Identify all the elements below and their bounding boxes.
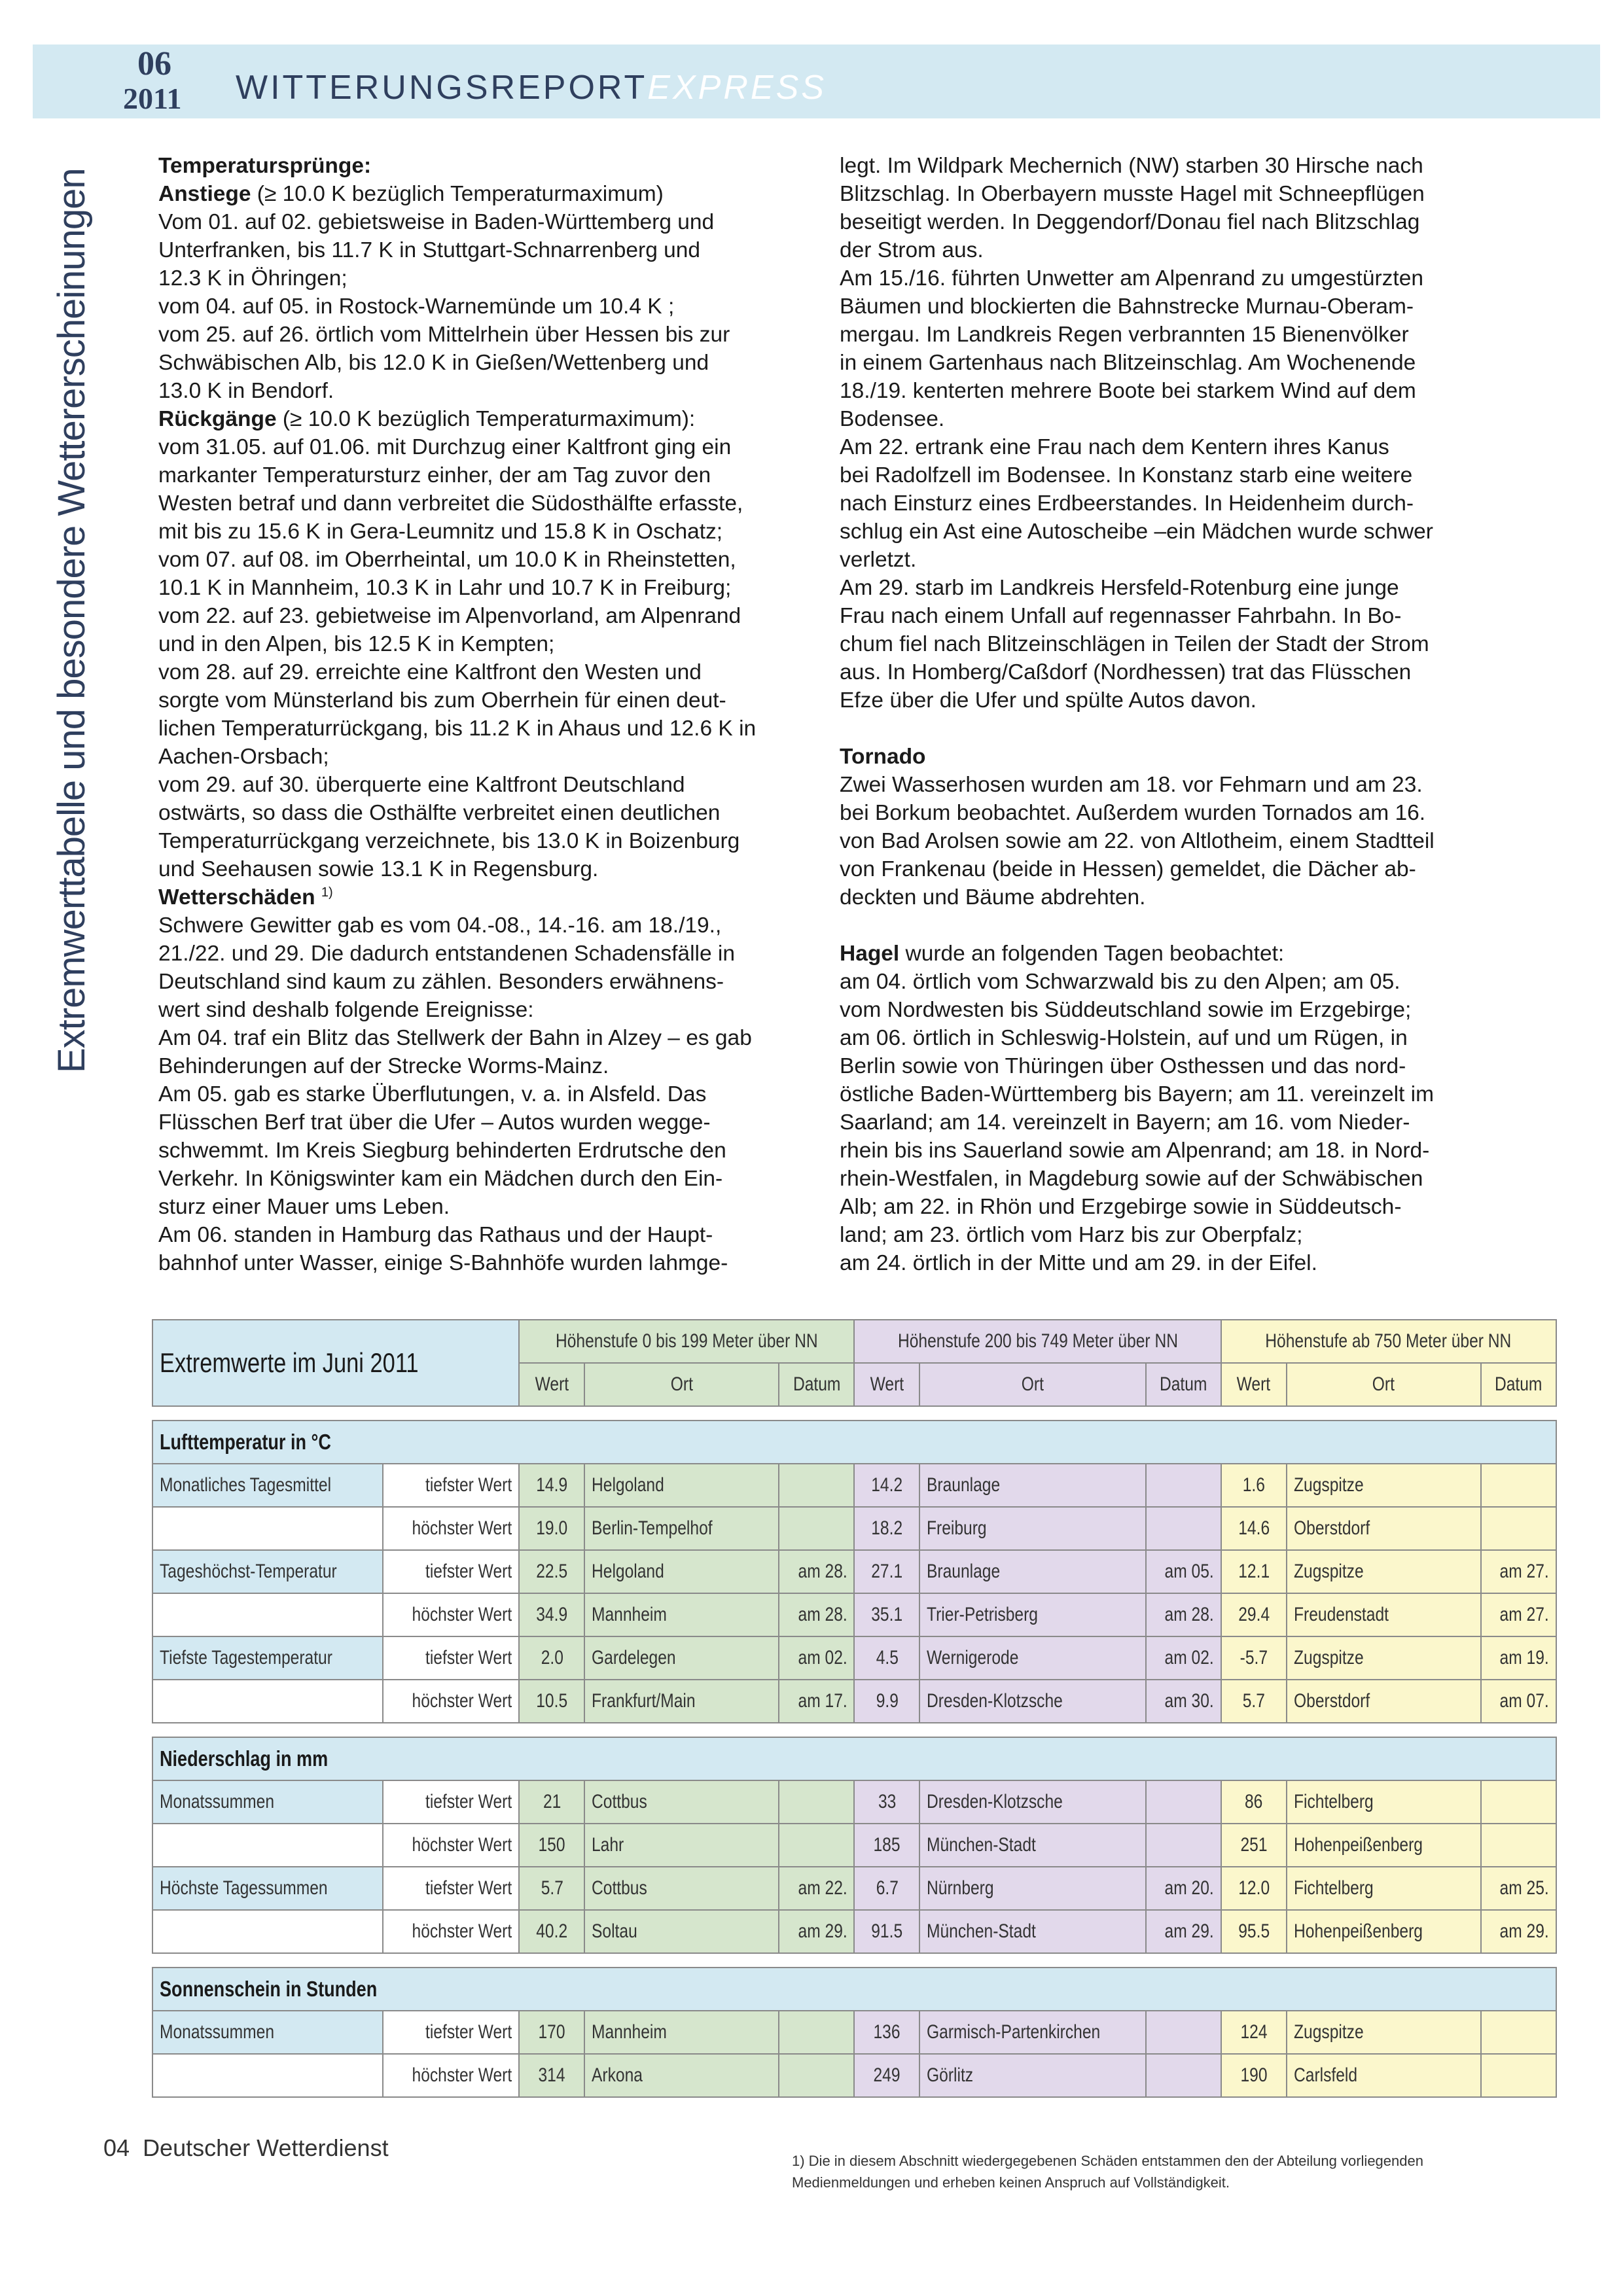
text-line: Aachen-Orsbach; bbox=[158, 745, 329, 769]
report-title-main: WITTERUNGSREPORT bbox=[236, 69, 648, 107]
location-cell: Görlitz bbox=[919, 2054, 1145, 2097]
date-cell bbox=[1146, 1507, 1221, 1550]
value-cell: 19.0 bbox=[519, 1507, 584, 1550]
text-line: verletzt. bbox=[840, 548, 917, 572]
date-cell bbox=[779, 2054, 854, 2097]
text-line: Behinderungen auf der Strecke Worms-Mainz. bbox=[158, 1054, 609, 1078]
value-cell: 249 bbox=[854, 2054, 919, 2097]
text-line: vom 22. auf 23. gebietweise im Alpenvorland, am Alpenrand bbox=[158, 604, 741, 628]
text-line: vom 28. auf 29. erreichte eine Kaltfront den Westen und bbox=[158, 660, 702, 684]
value-type-cell: tiefster Wert bbox=[383, 1550, 519, 1593]
location-cell: Helgoland bbox=[584, 1550, 779, 1593]
text-line: Berlin sowie von Thüringen über Osthessen und das nord- bbox=[840, 1054, 1406, 1078]
table-row bbox=[152, 1593, 1556, 1636]
value-cell: 14.2 bbox=[854, 1464, 919, 1507]
subheader-wert: Wert bbox=[519, 1363, 584, 1406]
date-cell: am 27. bbox=[1481, 1593, 1556, 1636]
parameter-cell bbox=[152, 1910, 383, 1953]
value-cell: 12.0 bbox=[1221, 1867, 1287, 1910]
text-line: Unterfranken, bis 11.7 K in Stuttgart-Schnarrenberg und bbox=[158, 238, 701, 262]
location-cell: Mannheim bbox=[584, 1593, 779, 1636]
location-cell: Hohenpeißenberg bbox=[1287, 1910, 1481, 1953]
text-line: Am 22. ertrank eine Frau nach dem Kentern ihres Kanus bbox=[840, 435, 1389, 459]
publisher: Deutscher Wetterdienst bbox=[143, 2134, 389, 2161]
text-line: beseitigt werden. In Deggendorf/Donau fiel nach Blitzschlag bbox=[840, 210, 1420, 234]
text-line: land; am 23. örtlich vom Harz bis zur Oberpfalz; bbox=[840, 1223, 1303, 1247]
text-line: der Strom aus. bbox=[840, 238, 984, 262]
text-line: Westen betraf und dann verbreitet die Südosthälfte erfasste, bbox=[158, 491, 743, 516]
section-header-row bbox=[152, 1968, 1556, 2011]
text-line: Saarland; am 14. vereinzelt in Bayern; am 16. vom Nieder- bbox=[840, 1110, 1410, 1135]
text-line: Am 29. starb im Landkreis Hersfeld-Rotenburg eine junge bbox=[840, 576, 1399, 600]
value-cell: 124 bbox=[1221, 2011, 1287, 2054]
location-cell: Freudenstadt bbox=[1287, 1593, 1481, 1636]
table-row bbox=[152, 1550, 1556, 1593]
value-cell: 5.7 bbox=[1221, 1680, 1287, 1723]
date-cell bbox=[1146, 1780, 1221, 1824]
table-row bbox=[152, 1867, 1556, 1910]
section-gap-cell bbox=[152, 1406, 1556, 1421]
date-cell bbox=[1146, 1824, 1221, 1867]
text-line: sorgte vom Münsterland bis zum Oberrhein für einen deut- bbox=[158, 688, 726, 713]
text-line: Blitzschlag. In Oberbayern musste Hagel mit Schneepflügen bbox=[840, 182, 1425, 206]
issue-year: 2011 bbox=[123, 82, 182, 115]
date-cell: am 25. bbox=[1481, 1867, 1556, 1910]
section-gap bbox=[152, 1723, 1556, 1737]
subheader-ort: Ort bbox=[919, 1363, 1145, 1406]
date-cell bbox=[779, 2011, 854, 2054]
section-title: Lufttemperatur in °C bbox=[152, 1421, 1556, 1464]
location-cell: Lahr bbox=[584, 1824, 779, 1867]
text-line: aus. In Homberg/Caßdorf (Nordhessen) trat das Flüsschen bbox=[840, 660, 1412, 684]
value-cell: 14.9 bbox=[519, 1464, 584, 1507]
value-type-cell: höchster Wert bbox=[383, 2054, 519, 2097]
location-cell: Helgoland bbox=[584, 1464, 779, 1507]
page-footer bbox=[103, 2134, 389, 2162]
blank-line bbox=[840, 911, 1494, 940]
parameter-cell: Monatssummen bbox=[152, 2011, 383, 2054]
table-title: Extremwerte im Juni 2011 bbox=[152, 1320, 519, 1406]
text-line: 12.3 K in Öhringen; bbox=[158, 266, 348, 291]
text-line: mergau. Im Landkreis Regen verbrannten 15 Bienenvölker bbox=[840, 323, 1409, 347]
date-cell: am 30. bbox=[1146, 1680, 1221, 1723]
side-title: Extremwerttabelle und besondere Wettererscheinungen bbox=[50, 168, 93, 1073]
heading-wetterschaeden: Wetterschäden $^{1)}$ bbox=[158, 885, 333, 910]
text-line: bei Borkum beobachtet. Außerdem wurden Tornados am 16. bbox=[840, 801, 1426, 825]
location-cell: Braunlage bbox=[919, 1464, 1145, 1507]
text-line: 21./22. und 29. Die dadurch entstandenen Schadensfälle in bbox=[158, 942, 735, 966]
subheader-ort: Ort bbox=[1287, 1363, 1481, 1406]
date-cell: am 28. bbox=[779, 1593, 854, 1636]
parameter-cell bbox=[152, 1593, 383, 1636]
date-cell: am 07. bbox=[1481, 1680, 1556, 1723]
text-line: chum fiel nach Blitzeinschlägen in Teilen der Stadt der Strom bbox=[840, 632, 1429, 656]
text-line: Schwäbischen Alb, bis 12.0 K in Gießen/Wettenberg und bbox=[158, 351, 709, 375]
location-cell: Garmisch-Partenkirchen bbox=[919, 2011, 1145, 2054]
text-line: Alb; am 22. in Rhön und Erzgebirge sowie in Süddeutsch- bbox=[840, 1195, 1402, 1219]
date-cell bbox=[779, 1824, 854, 1867]
text-line: bei Radolfzell im Bodensee. In Konstanz starb eine weitere bbox=[840, 463, 1413, 487]
text-line: vom 07. auf 08. im Oberrheintal, um 10.0 K in Rheinstetten, bbox=[158, 548, 736, 572]
value-cell: 22.5 bbox=[519, 1550, 584, 1593]
text-line: am 06. örtlich in Schleswig-Holstein, auf und um Rügen, in bbox=[840, 1026, 1408, 1050]
value-type-cell: höchster Wert bbox=[383, 1910, 519, 1953]
blank-line bbox=[840, 715, 1494, 743]
date-cell: am 02. bbox=[1146, 1636, 1221, 1680]
text-line: Vom 01. auf 02. gebietsweise in Baden-Württemberg und bbox=[158, 210, 715, 234]
text-line: in einem Gartenhaus nach Blitzeinschlag. Am Wochenende bbox=[840, 351, 1416, 375]
value-type-cell: tiefster Wert bbox=[383, 1464, 519, 1507]
heading-tornado: Tornado bbox=[840, 745, 926, 769]
date-cell: am 29. bbox=[779, 1910, 854, 1953]
text-line: vom 29. auf 30. überquerte eine Kaltfront Deutschland bbox=[158, 773, 685, 797]
value-cell: 91.5 bbox=[854, 1910, 919, 1953]
date-cell: am 20. bbox=[1146, 1867, 1221, 1910]
location-cell: Berlin-Tempelhof bbox=[584, 1507, 779, 1550]
value-cell: 34.9 bbox=[519, 1593, 584, 1636]
date-cell bbox=[1481, 2054, 1556, 2097]
text-line: vom Nordwesten bis Süddeutschland sowie im Erzgebirge; bbox=[840, 998, 1412, 1022]
location-cell: Wernigerode bbox=[919, 1636, 1145, 1680]
value-type-cell: tiefster Wert bbox=[383, 1867, 519, 1910]
text-line: ostwärts, so dass die Osthälfte verbreitet einen deutlichen bbox=[158, 801, 721, 825]
text-line: schwemmt. Im Kreis Siegburg behinderten Erdrutsche den bbox=[158, 1139, 726, 1163]
parameter-cell: Monatssummen bbox=[152, 1780, 383, 1824]
date-cell bbox=[779, 1507, 854, 1550]
value-cell: 190 bbox=[1221, 2054, 1287, 2097]
location-cell: Arkona bbox=[584, 2054, 779, 2097]
location-cell: Zugspitze bbox=[1287, 1550, 1481, 1593]
text-line: deckten und Bäume abdrehten. bbox=[840, 885, 1146, 910]
text-line: 13.0 K in Bendorf. bbox=[158, 379, 334, 403]
date-cell bbox=[1481, 1824, 1556, 1867]
subheader-ort: Ort bbox=[584, 1363, 779, 1406]
location-cell: Fichtelberg bbox=[1287, 1780, 1481, 1824]
value-cell: 6.7 bbox=[854, 1867, 919, 1910]
text-line: von Bad Arolsen sowie am 22. von Altlotheim, einem Stadtteil bbox=[840, 829, 1435, 853]
value-cell: 95.5 bbox=[1221, 1910, 1287, 1953]
report-title-express: EXPRESS bbox=[647, 69, 827, 107]
date-cell bbox=[1146, 1464, 1221, 1507]
text-line: vom 04. auf 05. in Rostock-Warnemünde um 10.4 K ; bbox=[158, 294, 675, 319]
parameter-cell: Monatliches Tagesmittel bbox=[152, 1464, 383, 1507]
section-header-row bbox=[152, 1737, 1556, 1780]
location-cell: Freiburg bbox=[919, 1507, 1145, 1550]
date-cell bbox=[779, 1780, 854, 1824]
date-cell: am 02. bbox=[779, 1636, 854, 1680]
value-type-cell: tiefster Wert bbox=[383, 2011, 519, 2054]
text-line: bahnhof unter Wasser, einige S-Bahnhöfe wurden lahmge- bbox=[158, 1251, 728, 1275]
location-cell: Frankfurt/Main bbox=[584, 1680, 779, 1723]
table-row bbox=[152, 1824, 1556, 1867]
value-cell: 14.6 bbox=[1221, 1507, 1287, 1550]
text-line: Verkehr. In Königswinter kam ein Mädchen durch den Ein- bbox=[158, 1167, 723, 1191]
value-cell: 314 bbox=[519, 2054, 584, 2097]
parameter-cell: Tiefste Tagestemperatur bbox=[152, 1636, 383, 1680]
issue-number: 06 bbox=[137, 45, 171, 82]
text-line: Frau nach einem Unfall auf regennasser Fahrbahn. In Bo- bbox=[840, 604, 1402, 628]
date-cell: am 17. bbox=[779, 1680, 854, 1723]
text-line: Deutschland sind kaum zu zählen. Besonders erwähnens- bbox=[158, 970, 724, 994]
text-line: am 04. örtlich vom Schwarzwald bis zu den Alpen; am 05. bbox=[840, 970, 1400, 994]
subheader-datum: Datum bbox=[1146, 1363, 1221, 1406]
text-line: Bodensee. bbox=[840, 407, 945, 431]
text-line: Temperaturrückgang verzeichnete, bis 13.0 K in Boizenburg bbox=[158, 829, 740, 853]
footnote-marker: 1) bbox=[321, 885, 333, 900]
value-cell: 2.0 bbox=[519, 1636, 584, 1680]
text-line: Am 15./16. führten Unwetter am Alpenrand zu umgestürzten bbox=[840, 266, 1423, 291]
report-title bbox=[236, 71, 827, 105]
value-cell: 185 bbox=[854, 1824, 919, 1867]
table-row bbox=[152, 1464, 1556, 1507]
date-cell bbox=[1481, 1464, 1556, 1507]
location-cell: Oberstdorf bbox=[1287, 1507, 1481, 1550]
text-line: nach Einsturz eines Erdbeerstandes. In Heidenheim durch- bbox=[840, 491, 1414, 516]
heading-temperatursprunge: Temperatursprünge: bbox=[158, 154, 372, 178]
table-row bbox=[152, 2011, 1556, 2054]
table-row bbox=[152, 1780, 1556, 1824]
value-type-cell: höchster Wert bbox=[383, 1507, 519, 1550]
value-cell: 9.9 bbox=[854, 1680, 919, 1723]
location-cell: Dresden-Klotzsche bbox=[919, 1780, 1145, 1824]
location-cell: Gardelegen bbox=[584, 1636, 779, 1680]
group-header-low: Höhenstufe 0 bis 199 Meter über NN bbox=[519, 1320, 854, 1363]
value-cell: 33 bbox=[854, 1780, 919, 1824]
date-cell: am 28. bbox=[1146, 1593, 1221, 1636]
value-cell: 29.4 bbox=[1221, 1593, 1287, 1636]
value-type-cell: tiefster Wert bbox=[383, 1636, 519, 1680]
location-cell: Cottbus bbox=[584, 1867, 779, 1910]
date-cell bbox=[1481, 1780, 1556, 1824]
text-line: Am 04. traf ein Blitz das Stellwerk der Bahn in Alzey – es gab bbox=[158, 1026, 752, 1050]
table-body bbox=[152, 1320, 1556, 2097]
text-line: vom 25. auf 26. örtlich vom Mittelrhein über Hessen bis zur bbox=[158, 323, 730, 347]
value-type-cell: höchster Wert bbox=[383, 1824, 519, 1867]
date-cell: am 29. bbox=[1146, 1910, 1221, 1953]
section-gap bbox=[152, 1406, 1556, 1421]
value-type-cell: höchster Wert bbox=[383, 1593, 519, 1636]
value-cell: 1.6 bbox=[1221, 1464, 1287, 1507]
location-cell: Fichtelberg bbox=[1287, 1867, 1481, 1910]
section-gap-cell bbox=[152, 1723, 1556, 1737]
text-line: östliche Baden-Württemberg bis Bayern; am 11. vereinzelt im bbox=[840, 1082, 1434, 1106]
text-line: Flüsschen Berf trat über die Ufer – Autos wurden wegge- bbox=[158, 1110, 711, 1135]
left-text-column bbox=[158, 152, 826, 1277]
date-cell: am 19. bbox=[1481, 1636, 1556, 1680]
text-line: Zwei Wasserhosen wurden am 18. vor Fehmarn und am 23. bbox=[840, 773, 1423, 797]
text-line: von Frankenau (beide in Hessen) gemeldet, die Dächer ab- bbox=[840, 857, 1416, 881]
text-line: legt. Im Wildpark Mechernich (NW) starben 30 Hirsche nach bbox=[840, 154, 1423, 178]
text-line: Efze über die Ufer und spülte Autos davon. bbox=[840, 688, 1257, 713]
text-line: und in den Alpen, bis 12.5 K in Kempten; bbox=[158, 632, 555, 656]
text-line: wert sind deshalb folgende Ereignisse: bbox=[158, 998, 534, 1022]
text-line: 10.1 K in Mannheim, 10.3 K in Lahr und 10.7 K in Freiburg; bbox=[158, 576, 732, 600]
date-cell bbox=[1481, 1507, 1556, 1550]
value-cell: 4.5 bbox=[854, 1636, 919, 1680]
group-header-high: Höhenstufe ab 750 Meter über NN bbox=[1221, 1320, 1556, 1363]
text-line: lichen Temperaturrückgang, bis 11.2 K in Ahaus und 12.6 K in bbox=[158, 716, 757, 741]
value-cell: 21 bbox=[519, 1780, 584, 1824]
footnote-line: Medienmeldungen und erheben keinen Anspruch auf Vollständigkeit. bbox=[792, 2174, 1230, 2191]
table-row bbox=[152, 1680, 1556, 1723]
date-cell bbox=[1481, 2011, 1556, 2054]
value-cell: 170 bbox=[519, 2011, 584, 2054]
table-row bbox=[152, 1636, 1556, 1680]
date-cell: am 29. bbox=[1481, 1910, 1556, 1953]
location-cell: München-Stadt bbox=[919, 1910, 1145, 1953]
location-cell: Hohenpeißenberg bbox=[1287, 1824, 1481, 1867]
text-line: markanter Temperatursturz einher, der am Tag zuvor den bbox=[158, 463, 711, 487]
location-cell: Carlsfeld bbox=[1287, 2054, 1481, 2097]
date-cell bbox=[779, 1464, 854, 1507]
text-line: Schwere Gewitter gab es vom 04.-08., 14.-16. am 18./19., bbox=[158, 913, 722, 938]
value-cell: 12.1 bbox=[1221, 1550, 1287, 1593]
text-line: sturz einer Mauer ums Leben. bbox=[158, 1195, 450, 1219]
table-row bbox=[152, 2054, 1556, 2097]
location-cell: Soltau bbox=[584, 1910, 779, 1953]
location-cell: Cottbus bbox=[584, 1780, 779, 1824]
value-type-cell: höchster Wert bbox=[383, 1680, 519, 1723]
value-cell: 40.2 bbox=[519, 1910, 584, 1953]
section-gap-cell bbox=[152, 1953, 1556, 1968]
location-cell: Braunlage bbox=[919, 1550, 1145, 1593]
value-cell: 150 bbox=[519, 1824, 584, 1867]
value-cell: 10.5 bbox=[519, 1680, 584, 1723]
group-header-mid: Höhenstufe 200 bis 749 Meter über NN bbox=[854, 1320, 1221, 1363]
footnote-line: 1) Die in diesem Abschnitt wiedergegebenen Schäden entstammen den der Abteilung vorliegenden bbox=[792, 2153, 1423, 2169]
table-row bbox=[152, 1910, 1556, 1953]
value-cell: -5.7 bbox=[1221, 1636, 1287, 1680]
parameter-cell bbox=[152, 1824, 383, 1867]
parameter-cell: Höchste Tagessummen bbox=[152, 1867, 383, 1910]
location-cell: Nürnberg bbox=[919, 1867, 1145, 1910]
value-type-cell: tiefster Wert bbox=[383, 1780, 519, 1824]
subheader-wert: Wert bbox=[1221, 1363, 1287, 1406]
date-cell bbox=[1146, 2054, 1221, 2097]
heading-hagel: Hagel wurde an folgenden Tagen beobachtet: bbox=[840, 942, 1285, 966]
text-line: Am 06. standen in Hamburg das Rathaus und der Haupt- bbox=[158, 1223, 713, 1247]
text-line: Bäumen und blockierten die Bahnstrecke Murnau-Oberam- bbox=[840, 294, 1414, 319]
location-cell: Mannheim bbox=[584, 2011, 779, 2054]
section-gap bbox=[152, 1953, 1556, 1968]
subheader-datum: Datum bbox=[1481, 1363, 1556, 1406]
location-cell: München-Stadt bbox=[919, 1824, 1145, 1867]
table-header-row bbox=[152, 1320, 1556, 1363]
location-cell: Zugspitze bbox=[1287, 1636, 1481, 1680]
text-line: vom 31.05. auf 01.06. mit Durchzug einer Kaltfront ging ein bbox=[158, 435, 732, 459]
page-number: 04 bbox=[103, 2134, 130, 2161]
table-row bbox=[152, 1507, 1556, 1550]
section-header-row bbox=[152, 1421, 1556, 1464]
location-cell: Trier-Petrisberg bbox=[919, 1593, 1145, 1636]
parameter-cell: Tageshöchst-Temperatur bbox=[152, 1550, 383, 1593]
date-cell: am 28. bbox=[779, 1550, 854, 1593]
text-line: und Seehausen sowie 13.1 K in Regensburg. bbox=[158, 857, 599, 881]
parameter-cell bbox=[152, 1507, 383, 1550]
section-title: Niederschlag in mm bbox=[152, 1737, 1556, 1780]
parameter-cell bbox=[152, 2054, 383, 2097]
location-cell: Dresden-Klotzsche bbox=[919, 1680, 1145, 1723]
value-cell: 18.2 bbox=[854, 1507, 919, 1550]
text-line: schlug ein Ast eine Autoscheibe –ein Mädchen wurde schwer bbox=[840, 520, 1433, 544]
right-text-column bbox=[840, 152, 1494, 1277]
text-line: mit bis zu 15.6 K in Gera-Leumnitz und 15.8 K in Oschatz; bbox=[158, 520, 723, 544]
subheader-datum: Datum bbox=[779, 1363, 854, 1406]
text-line: Anstiege (≥ 10.0 K bezüglich Temperaturmaximum) bbox=[158, 182, 664, 206]
text-line: am 24. örtlich in der Mitte und am 29. in der Eifel. bbox=[840, 1251, 1317, 1275]
location-cell: Zugspitze bbox=[1287, 1464, 1481, 1507]
value-cell: 136 bbox=[854, 2011, 919, 2054]
value-cell: 35.1 bbox=[854, 1593, 919, 1636]
date-cell: am 05. bbox=[1146, 1550, 1221, 1593]
footnote bbox=[792, 2150, 1512, 2193]
location-cell: Zugspitze bbox=[1287, 2011, 1481, 2054]
text-line: rhein-Westfalen, in Magdeburg sowie auf der Schwäbischen bbox=[840, 1167, 1423, 1191]
text-line: Rückgänge (≥ 10.0 K bezüglich Temperaturmaximum): bbox=[158, 407, 696, 431]
parameter-cell bbox=[152, 1680, 383, 1723]
extremes-table bbox=[152, 1319, 1557, 2098]
value-cell: 86 bbox=[1221, 1780, 1287, 1824]
value-cell: 251 bbox=[1221, 1824, 1287, 1867]
value-cell: 5.7 bbox=[519, 1867, 584, 1910]
text-line: 18./19. kenterten mehrere Boote bei starkem Wind auf dem bbox=[840, 379, 1416, 403]
date-cell bbox=[1146, 2011, 1221, 2054]
text-line: rhein bis ins Sauerland sowie am Alpenrand; am 18. in Nord- bbox=[840, 1139, 1430, 1163]
value-cell: 27.1 bbox=[854, 1550, 919, 1593]
date-cell: am 27. bbox=[1481, 1550, 1556, 1593]
section-title: Sonnenschein in Stunden bbox=[152, 1968, 1556, 2011]
subheader-wert: Wert bbox=[854, 1363, 919, 1406]
location-cell: Oberstdorf bbox=[1287, 1680, 1481, 1723]
date-cell: am 22. bbox=[779, 1867, 854, 1910]
text-line: Am 05. gab es starke Überflutungen, v. a. in Alsfeld. Das bbox=[158, 1082, 707, 1106]
